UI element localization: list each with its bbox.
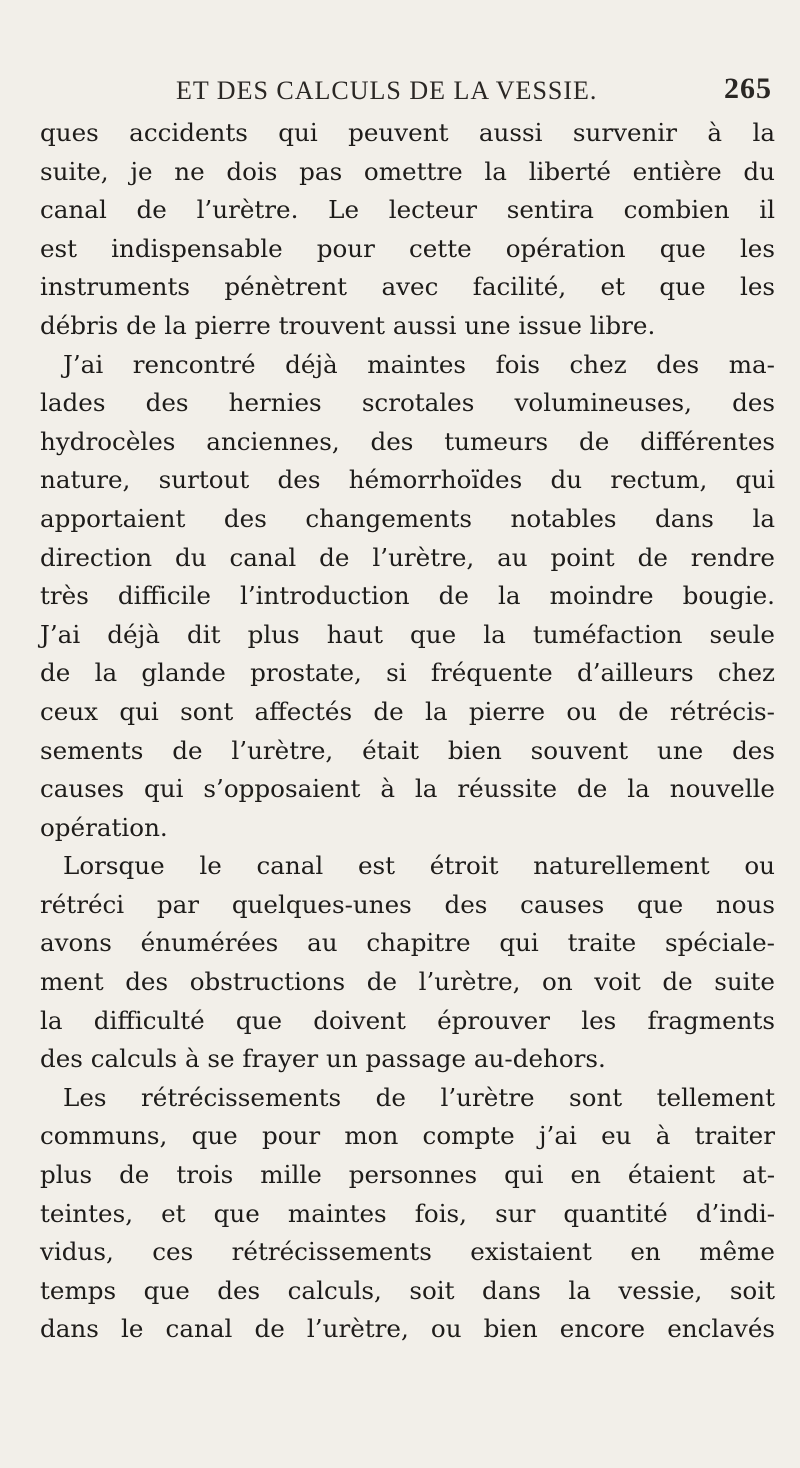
running-head bbox=[176, 72, 772, 112]
text-line: apportaient des changements notables dans la bbox=[40, 503, 775, 533]
text-line: lades des hernies scrotales volumineuses, des bbox=[40, 388, 775, 418]
text-line: ques accidents qui peuvent aussi survenir à la bbox=[40, 118, 775, 147]
text-line: ment des obstructions de l’urètre, on voit de suite bbox=[40, 967, 775, 997]
text-line: canal de l’urètre. Le lecteur sentira combien il bbox=[40, 195, 775, 225]
text-line: J’ai rencontré déjà maintes fois chez des ma- bbox=[63, 349, 775, 379]
running-title: ET DES CALCULS DE LA VESSIE. bbox=[176, 76, 598, 105]
text-line: suite, je ne dois pas omettre la liberté entière du bbox=[40, 156, 775, 186]
text-line: la difficulté que doivent éprouver les fragments bbox=[40, 1005, 775, 1035]
text-line: débris de la pierre trouvent aussi une issue libre. bbox=[40, 310, 656, 340]
text-line: dans le canal de l’urètre, ou bien encore enclavés bbox=[40, 1314, 775, 1344]
text-line: nature, surtout des hémorrhoïdes du rectum, qui bbox=[40, 465, 775, 495]
text-line: temps que des calculs, soit dans la vessie, soit bbox=[40, 1275, 775, 1305]
text-line: vidus, ces rétrécissements existaient en même bbox=[40, 1237, 775, 1267]
text-line: direction du canal de l’urètre, au point de rendre bbox=[40, 542, 775, 572]
text-line: hydrocèles anciennes, des tumeurs de différentes bbox=[40, 426, 775, 456]
body-text bbox=[40, 114, 775, 1349]
text-line: ceux qui sont affectés de la pierre ou de rétrécis- bbox=[40, 696, 775, 726]
text-line: très difficile l’introduction de la moindre bougie. bbox=[40, 581, 775, 611]
text-line: J’ai déjà dit plus haut que la tuméfaction seule bbox=[40, 619, 775, 649]
text-line: est indispensable pour cette opération que les bbox=[40, 233, 775, 263]
text-line: teintes, et que maintes fois, sur quantité d’indi- bbox=[40, 1198, 775, 1228]
text-line: instruments pénètrent avec facilité, et que les bbox=[40, 272, 775, 302]
page-number: 265 bbox=[724, 72, 772, 105]
text-line: sements de l’urètre, était bien souvent une des bbox=[40, 735, 775, 765]
text-line: des calculs à se frayer un passage au-dehors. bbox=[40, 1044, 606, 1074]
text-line: causes qui s’opposaient à la réussite de la nouvelle bbox=[40, 774, 775, 804]
text-line: opération. bbox=[40, 812, 168, 842]
text-line: Les rétrécissements de l’urètre sont tellement bbox=[63, 1082, 775, 1112]
text-line: avons énumérées au chapitre qui traite spéciale- bbox=[40, 928, 775, 958]
text-line: rétréci par quelques-unes des causes que nous bbox=[40, 889, 775, 919]
text-line: plus de trois mille personnes qui en étaient at- bbox=[40, 1160, 775, 1190]
text-line: de la glande prostate, si fréquente d’ailleurs chez bbox=[40, 658, 775, 688]
text-line: communs, que pour mon compte j’ai eu à traiter bbox=[40, 1121, 775, 1151]
text-line: Lorsque le canal est étroit naturellement ou bbox=[63, 851, 775, 881]
